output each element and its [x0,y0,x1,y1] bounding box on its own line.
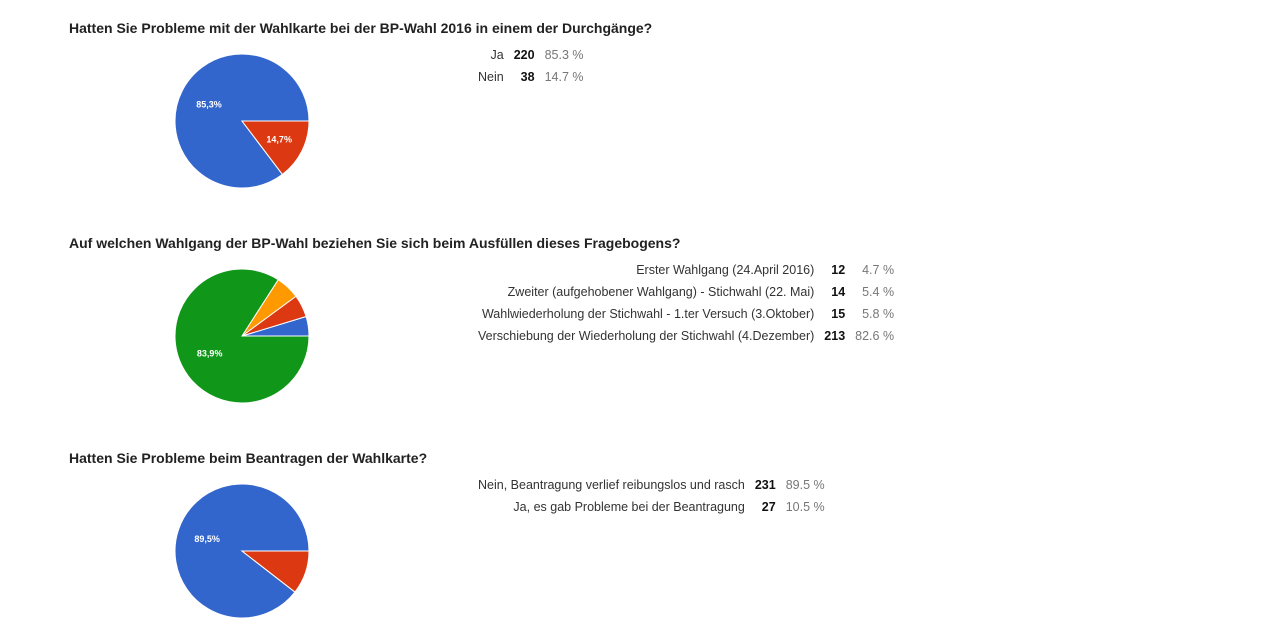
answer-label: Erster Wahlgang (24.April 2016) [636,263,815,277]
answer-percent: 82.6 % [855,329,895,343]
summary-table [478,44,584,88]
answer-label: Verschiebung der Wiederholung der Stichwahl (4.Dezember) [478,329,815,343]
pie-chart [174,268,310,404]
answer-count: 220 [513,48,535,62]
answer-percent: 4.7 % [862,263,895,277]
slice-percent-label: 85,3% [196,99,222,110]
pie-chart [174,53,310,189]
pie-chart [174,483,310,619]
question-title: Hatten Sie Probleme mit der Wahlkarte bei der BP-Wahl 2016 in einem der Durchgänge? [69,20,653,36]
question-title: Auf welchen Wahlgang der BP-Wahl beziehen Sie sich beim Ausfüllen dieses Fragebogens? [69,235,681,251]
slice-percent-label: 14,7% [266,134,292,145]
answer-percent: 5.8 % [862,307,895,321]
answer-count: 38 [520,70,535,84]
answer-count: 27 [761,500,776,514]
summary-row [478,496,825,518]
summary-row [478,474,825,496]
answer-label: Wahlwiederholung der Stichwahl - 1.ter Versuch (3.Oktober) [481,307,815,321]
question-title: Hatten Sie Probleme beim Beantragen der Wahlkarte? [69,450,428,466]
summary-row [478,44,584,66]
summary-table [478,259,894,347]
answer-label: Nein [478,70,504,84]
summary-row [478,325,894,347]
answer-count: 231 [754,478,776,492]
answer-count: 12 [831,263,846,277]
summary-row [478,281,894,303]
answer-percent: 10.5 % [785,500,825,514]
answer-label: Nein, Beantragung verlief reibungslos und rasch [478,478,745,492]
answer-percent: 89.5 % [785,478,825,492]
answer-label: Ja, es gab Probleme bei der Beantragung [513,500,745,514]
summary-table [478,474,825,518]
answer-count: 15 [831,307,846,321]
summary-row [478,259,894,281]
slice-percent-label: 89,5% [194,534,220,545]
summary-row [478,66,584,88]
answer-label: Zweiter (aufgehobener Wahlgang) - Stichwahl (22. Mai) [507,285,815,299]
answer-count: 14 [831,285,846,299]
summary-row [478,303,894,325]
answer-count: 213 [824,329,846,343]
answer-label: Ja [490,48,504,62]
answer-percent: 85.3 % [544,48,584,62]
answer-percent: 5.4 % [862,285,895,299]
slice-percent-label: 83,9% [196,348,223,359]
answer-percent: 14.7 % [544,70,584,84]
